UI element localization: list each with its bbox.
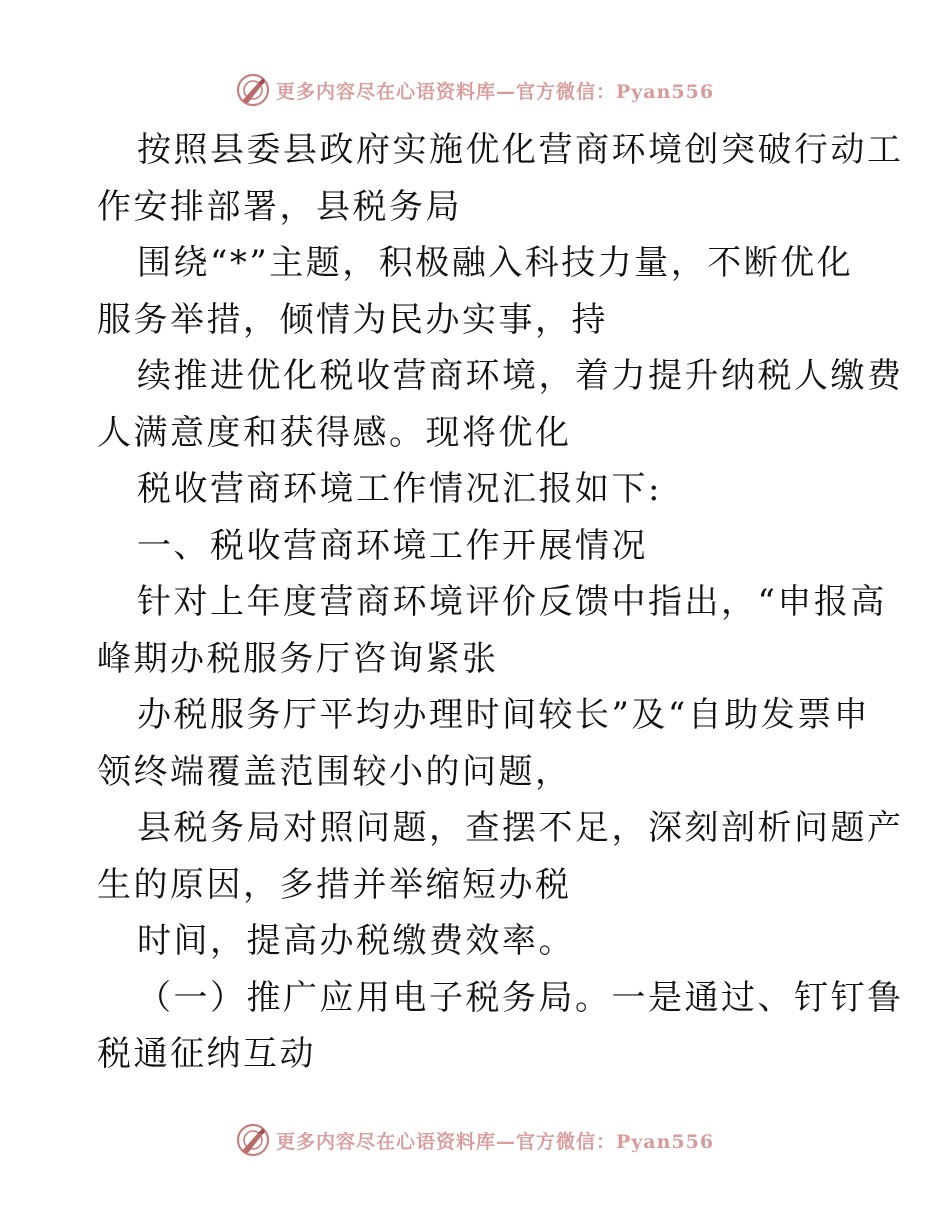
text-line: 生的原因，多措并举缩短办税 (97, 864, 572, 905)
text-line: 针对上年度营商环境评价反馈中指出，“申报高 (137, 582, 887, 622)
text-line: 税收营商环境工作情况汇报如下: (137, 469, 662, 509)
text-line: 领终端覆盖范围较小的问题， (97, 751, 572, 792)
paragraph (97, 574, 887, 687)
paragraph (97, 970, 904, 1083)
text-line: 按照县委县政府实施优化营商环境创突破行动工 (137, 130, 904, 170)
paragraph (97, 348, 904, 461)
watermark-header (0, 70, 950, 110)
text-line: 服务举措，倾情为民办实事，持 (97, 299, 608, 340)
paragraph (97, 122, 904, 235)
text-line: （一）推广应用电子税务局。一是通过、钉钉鲁 (137, 977, 904, 1018)
paragraph (97, 913, 857, 970)
document-body (97, 122, 904, 1083)
watermark-text: 更多内容尽在心语资料库—官方微信：Pyan556 (275, 80, 715, 103)
text-line: 一、税收营商环境工作开展情况 (137, 525, 648, 566)
section-heading (97, 518, 857, 575)
text-line: 续推进优化税收营商环境，着力提升纳税人缴费 (137, 356, 904, 396)
paragraph (97, 687, 871, 800)
paragraph (97, 235, 857, 348)
text-line: 作安排部署，县税务局 (97, 186, 462, 227)
watermark-logo-icon (236, 1123, 270, 1157)
text-line: 围绕“*”主题，积极融入科技力量，不断优化 (137, 243, 854, 283)
watermark-text: 更多内容尽在心语资料库—官方微信：Pyan556 (275, 1130, 715, 1153)
text-line: 峰期办税服务厅咨询紧张 (97, 638, 499, 679)
watermark-footer (0, 1120, 950, 1160)
paragraph (97, 461, 857, 518)
text-line: 县税务局对照问题，查摆不足，深刻剖析问题产 (137, 808, 904, 848)
text-line: 时间，提高办税缴费效率。 (137, 921, 575, 961)
text-line: 人满意度和获得感。现将优化 (97, 412, 572, 453)
paragraph (97, 800, 904, 913)
text-line: 税通征纳互动 (97, 1034, 316, 1074)
watermark-logo-icon (236, 73, 270, 107)
text-line: 办税服务厅平均办理时间较长”及“自助发票申 (137, 695, 871, 735)
